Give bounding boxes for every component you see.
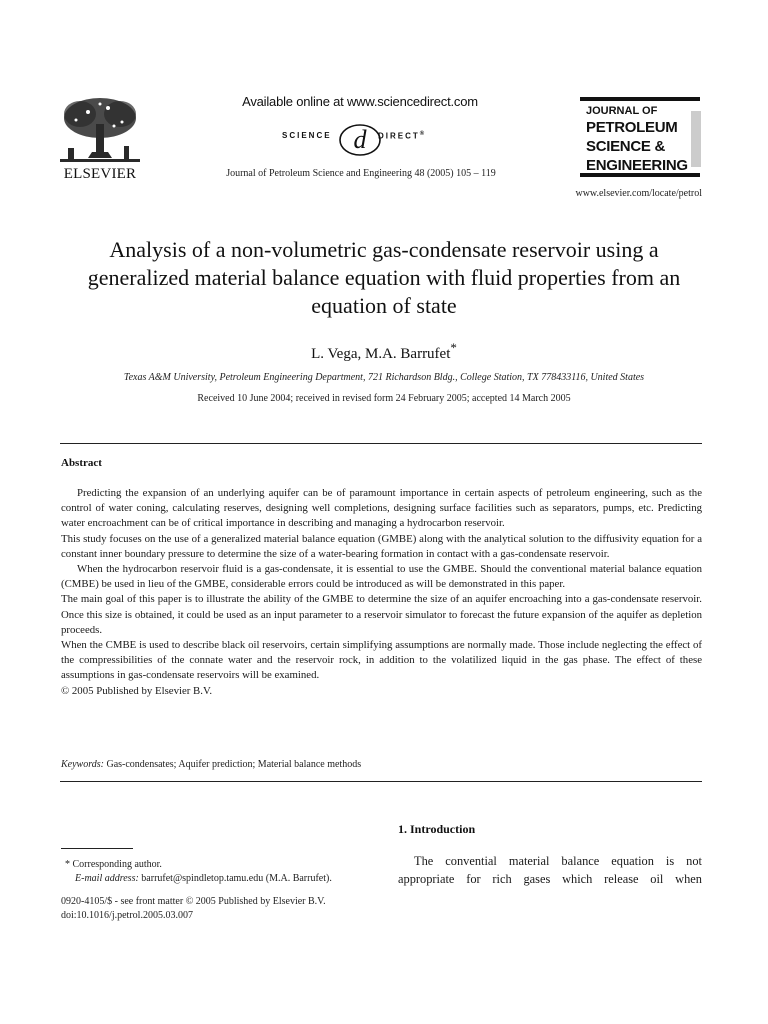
- article-title: Analysis of a non-volumetric gas-condensate reservoir using a generalized material balance equation with fluid properties from an equation of state: [87, 237, 681, 318]
- bottom-divider: [60, 781, 702, 782]
- abstract-paragraph: When the hydrocarbon reservoir fluid is a gas-condensate, it is essential to use the GMBE. Should the conventional material balance equation (CMBE) be used in lieu of the GMBE, considerable errors could be introduced as will be demonstrated in this paper.: [61, 563, 702, 591]
- journal-citation: Journal of Petroleum Science and Engineering 48 (2005) 105 – 119: [226, 168, 496, 179]
- keywords-label: Keywords:: [61, 759, 104, 770]
- copyright-line: © 2005 Published by Elsevier B.V.: [61, 684, 213, 697]
- sciencedirect-logo: [258, 116, 470, 160]
- sciencedirect-right-text: DIRECT®: [378, 131, 427, 141]
- journal-logo: [580, 97, 700, 177]
- article-dates: Received 10 June 2004; received in revised form 24 February 2005; accepted 14 March 2005: [197, 393, 571, 404]
- keywords-line: [61, 759, 361, 770]
- journal-logo-line1: JOURNAL OF: [586, 105, 658, 117]
- svg-text:d: d: [353, 125, 367, 154]
- journal-logo-bar: [691, 111, 701, 167]
- corresponding-author-note: * Corresponding author.: [65, 859, 162, 870]
- footnote: [61, 858, 371, 886]
- authors-text: L. Vega, M.A. Barrufet: [311, 346, 451, 362]
- journal-logo-line3: SCIENCE &: [586, 138, 665, 155]
- section-heading-introduction: 1. Introduction: [398, 822, 476, 836]
- abstract-paragraph: When the CMBE is used to describe black oil reservoirs, certain simplifying assumptions are normally made. Those include neglecting the effect of the compressibilities of the connate water and the reservoir rock, in addition to the volatilized liquid in the gas phase. The effect of these assumptions in gas-condensate reservoirs will be examined.: [61, 639, 702, 682]
- article-authors: [70, 340, 698, 363]
- corresponding-author-mark[interactable]: *: [450, 340, 457, 355]
- keywords-value: Gas-condensates; Aquifer prediction; Material balance methods: [106, 759, 362, 770]
- author-affiliation: Texas A&M University, Petroleum Engineering Department, 721 Richardson Bldg., College Station, TX 778433116, United States: [123, 372, 645, 383]
- sciencedirect-d-icon: [338, 116, 382, 160]
- sciencedirect-left-text: SCIENCE: [282, 131, 332, 140]
- abstract-body: [61, 486, 702, 699]
- publisher-name: ELSEVIER: [63, 166, 137, 182]
- email-note: [61, 872, 371, 886]
- abstract-heading: Abstract: [61, 457, 102, 469]
- elsevier-logo: [58, 96, 142, 188]
- issn-line: 0920-4105/$ - see front matter © 2005 Published by Elsevier B.V.: [61, 896, 326, 907]
- abstract-paragraph: The main goal of this paper is to illustrate the ability of the GMBE to determine the size of an aquifer encroaching into a gas-condensate reservoir. Once this size is obtained, it could be used as an input parameter to a reservoir simulator to forecast the future expansion of the aquifer as depletion proceeds.: [61, 593, 702, 636]
- introduction-paragraph: The convential material balance equation is not appropriate for rich gases which release oil when: [398, 854, 702, 886]
- available-online-text: Available online at www.sciencedirect.com: [242, 94, 478, 109]
- email-address-link[interactable]: barrufet@spindletop.tamu.edu (M.A. Barrufet).: [141, 873, 332, 884]
- issn-block: [61, 895, 371, 923]
- doi-link[interactable]: doi:10.1016/j.petrol.2005.03.007: [61, 910, 193, 921]
- introduction-text: [398, 852, 702, 888]
- journal-logo-line2: PETROLEUM: [586, 119, 678, 136]
- top-divider: [60, 443, 702, 444]
- abstract-paragraph: This study focuses on the use of a generalized material balance equation (GMBE) along with the analytical solution to the diffusivity equation for a constant inner boundary pressure to determine the size of a water-bearing formation in contact with a gas-condensate reservoir.: [61, 532, 702, 560]
- abstract-paragraph: Predicting the expansion of an underlying aquifer can be of paramount importance in certain aspects of petroleum engineering, such as the control of water coning, calculating reserves, designing well completions, designing surface facilities such as separators, pumps, etc. Predicting water encroachment can be of critical importance in describing and managing a hydrocarbon reservoir.: [61, 487, 702, 530]
- email-label: E-mail address:: [75, 873, 139, 884]
- elsevier-tree-icon: [58, 96, 142, 164]
- journal-url-link[interactable]: www.elsevier.com/locate/petrol: [575, 188, 702, 199]
- footnote-divider: [61, 848, 133, 849]
- journal-logo-text: [586, 105, 688, 175]
- journal-logo-line4: ENGINEERING: [586, 157, 688, 174]
